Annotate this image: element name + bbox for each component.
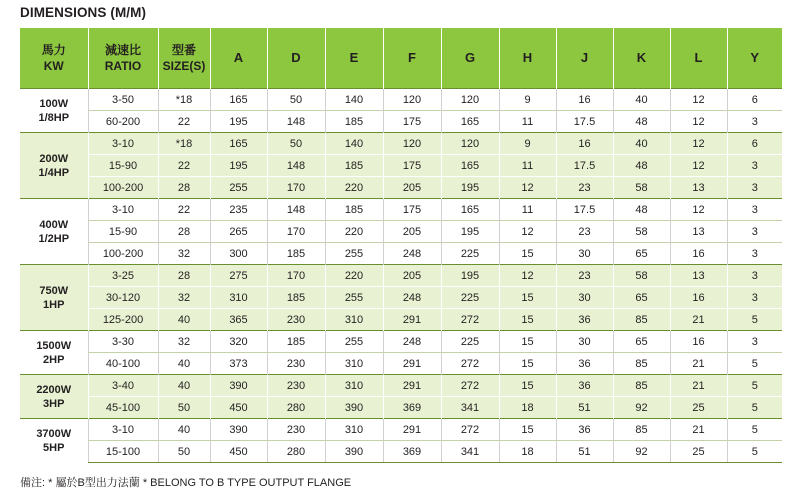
table-cell: 23 bbox=[556, 177, 613, 199]
power-group bbox=[20, 331, 782, 375]
power-cell bbox=[20, 331, 88, 375]
table-cell: 36 bbox=[556, 375, 613, 397]
table-cell: 320 bbox=[210, 331, 267, 353]
table-cell: 291 bbox=[383, 419, 441, 441]
table-cell: 120 bbox=[441, 89, 499, 111]
table-cell: 6 bbox=[727, 133, 782, 155]
table-cell: 100-200 bbox=[88, 243, 158, 265]
table-cell: 310 bbox=[325, 419, 383, 441]
table-cell: 148 bbox=[267, 155, 325, 177]
table-cell: 230 bbox=[267, 353, 325, 375]
table-cell: 291 bbox=[383, 353, 441, 375]
table-cell: 13 bbox=[670, 265, 727, 287]
table-cell: 195 bbox=[441, 221, 499, 243]
table-cell: 3-25 bbox=[88, 265, 158, 287]
table-cell: 390 bbox=[325, 397, 383, 419]
table-cell: 30 bbox=[556, 243, 613, 265]
table-cell: 185 bbox=[267, 331, 325, 353]
table-cell: 3 bbox=[727, 265, 782, 287]
table-cell: 373 bbox=[210, 353, 267, 375]
header-ratio-zh: 減速比 bbox=[104, 43, 141, 57]
header-j: J bbox=[556, 28, 613, 89]
table-cell: 185 bbox=[267, 287, 325, 309]
table-cell: 50 bbox=[158, 441, 210, 463]
table-cell: 25 bbox=[670, 441, 727, 463]
table-cell: 58 bbox=[613, 265, 670, 287]
table-cell: 5 bbox=[727, 441, 782, 463]
table-cell: 12 bbox=[499, 221, 556, 243]
table-cell: 28 bbox=[158, 265, 210, 287]
table-cell: 22 bbox=[158, 111, 210, 133]
table-cell: 272 bbox=[441, 353, 499, 375]
power-cell bbox=[20, 375, 88, 419]
table-row bbox=[20, 199, 782, 221]
table-cell: 165 bbox=[441, 155, 499, 177]
table-cell: 310 bbox=[325, 353, 383, 375]
table-cell: 9 bbox=[499, 133, 556, 155]
power-hp: 3HP bbox=[43, 397, 65, 410]
table-cell: 11 bbox=[499, 199, 556, 221]
table-cell: 120 bbox=[383, 89, 441, 111]
table-cell: 50 bbox=[158, 397, 210, 419]
table-cell: 5 bbox=[727, 375, 782, 397]
header-power-en: KW bbox=[43, 59, 64, 73]
table-cell: 5 bbox=[727, 419, 782, 441]
table-cell: 40-100 bbox=[88, 353, 158, 375]
header-d: D bbox=[267, 28, 325, 89]
table-cell: 195 bbox=[441, 177, 499, 199]
table-cell: 265 bbox=[210, 221, 267, 243]
table-cell: 300 bbox=[210, 243, 267, 265]
power-watt: 750W bbox=[39, 284, 69, 297]
table-cell: 15 bbox=[499, 331, 556, 353]
table-cell: 255 bbox=[325, 243, 383, 265]
table-cell: 140 bbox=[325, 133, 383, 155]
power-group bbox=[20, 133, 782, 199]
table-cell: 22 bbox=[158, 199, 210, 221]
table-cell: 23 bbox=[556, 265, 613, 287]
table-cell: 65 bbox=[613, 287, 670, 309]
power-cell bbox=[20, 89, 88, 133]
table-cell: 85 bbox=[613, 375, 670, 397]
table-cell: 58 bbox=[613, 221, 670, 243]
table-row bbox=[20, 397, 782, 419]
table-cell: 30 bbox=[556, 287, 613, 309]
table-cell: 341 bbox=[441, 441, 499, 463]
power-group bbox=[20, 199, 782, 265]
table-cell: 165 bbox=[210, 89, 267, 111]
table-cell: 17.5 bbox=[556, 155, 613, 177]
table-cell: 248 bbox=[383, 243, 441, 265]
table-cell: 12 bbox=[670, 133, 727, 155]
table-cell: 16 bbox=[556, 89, 613, 111]
table-cell: 15-90 bbox=[88, 155, 158, 177]
table-cell: 40 bbox=[613, 89, 670, 111]
table-cell: 255 bbox=[325, 331, 383, 353]
table-cell: 15 bbox=[499, 353, 556, 375]
power-watt: 100W bbox=[39, 97, 69, 110]
table-cell: 170 bbox=[267, 265, 325, 287]
table-cell: 22 bbox=[158, 155, 210, 177]
header-ratio bbox=[88, 28, 158, 89]
table-cell: 291 bbox=[383, 375, 441, 397]
header-power-zh: 馬力 bbox=[41, 43, 66, 57]
table-cell: 310 bbox=[210, 287, 267, 309]
table-cell: 32 bbox=[158, 331, 210, 353]
table-cell: 3-10 bbox=[88, 419, 158, 441]
table-cell: 205 bbox=[383, 221, 441, 243]
power-hp: 2HP bbox=[43, 353, 65, 366]
table-cell: 365 bbox=[210, 309, 267, 331]
table-cell: 11 bbox=[499, 155, 556, 177]
table-cell: 21 bbox=[670, 353, 727, 375]
power-watt: 3700W bbox=[36, 427, 72, 440]
table-cell: 291 bbox=[383, 309, 441, 331]
table-cell: 36 bbox=[556, 309, 613, 331]
table-cell: 13 bbox=[670, 221, 727, 243]
table-cell: *18 bbox=[158, 89, 210, 111]
table-cell: 48 bbox=[613, 199, 670, 221]
table-cell: 390 bbox=[210, 375, 267, 397]
table-cell: 9 bbox=[499, 89, 556, 111]
table-cell: 60-200 bbox=[88, 111, 158, 133]
power-watt: 400W bbox=[39, 218, 69, 231]
table-cell: 185 bbox=[325, 199, 383, 221]
header-row bbox=[20, 28, 782, 89]
table-cell: 3-10 bbox=[88, 199, 158, 221]
table-cell: 185 bbox=[267, 243, 325, 265]
table-cell: 36 bbox=[556, 353, 613, 375]
table-row bbox=[20, 419, 782, 441]
table-cell: 32 bbox=[158, 287, 210, 309]
table-cell: 272 bbox=[441, 375, 499, 397]
table-cell: 12 bbox=[670, 155, 727, 177]
table-cell: 16 bbox=[670, 331, 727, 353]
table-cell: 36 bbox=[556, 419, 613, 441]
table-cell: 100-200 bbox=[88, 177, 158, 199]
table-cell: 175 bbox=[383, 199, 441, 221]
table-cell: 85 bbox=[613, 309, 670, 331]
table-cell: 120 bbox=[441, 133, 499, 155]
header-e: E bbox=[325, 28, 383, 89]
table-cell: 65 bbox=[613, 243, 670, 265]
table-cell: 3-30 bbox=[88, 331, 158, 353]
table-cell: 272 bbox=[441, 419, 499, 441]
table-cell: 50 bbox=[267, 89, 325, 111]
table-cell: 165 bbox=[210, 133, 267, 155]
table-cell: 255 bbox=[325, 287, 383, 309]
table-cell: 15 bbox=[499, 309, 556, 331]
table-row bbox=[20, 111, 782, 133]
table-row bbox=[20, 243, 782, 265]
header-l: L bbox=[670, 28, 727, 89]
table-cell: 15-90 bbox=[88, 221, 158, 243]
table-cell: 225 bbox=[441, 287, 499, 309]
table-cell: 220 bbox=[325, 265, 383, 287]
table-row bbox=[20, 265, 782, 287]
table-cell: 3 bbox=[727, 177, 782, 199]
table-cell: 12 bbox=[670, 111, 727, 133]
table-cell: 18 bbox=[499, 397, 556, 419]
table-row bbox=[20, 287, 782, 309]
table-row bbox=[20, 309, 782, 331]
table-row bbox=[20, 441, 782, 463]
table-cell: *18 bbox=[158, 133, 210, 155]
table-row bbox=[20, 155, 782, 177]
table-cell: 21 bbox=[670, 309, 727, 331]
header-ratio-en: RATIO bbox=[104, 59, 142, 73]
table-cell: 235 bbox=[210, 199, 267, 221]
table-cell: 40 bbox=[158, 309, 210, 331]
table-cell: 450 bbox=[210, 397, 267, 419]
table-cell: 6 bbox=[727, 89, 782, 111]
table-cell: 369 bbox=[383, 441, 441, 463]
power-hp: 5HP bbox=[43, 441, 65, 454]
power-hp: 1/4HP bbox=[38, 166, 70, 179]
table-cell: 15 bbox=[499, 287, 556, 309]
table-cell: 220 bbox=[325, 221, 383, 243]
table-cell: 40 bbox=[158, 353, 210, 375]
power-hp: 1/2HP bbox=[38, 232, 70, 245]
table-cell: 11 bbox=[499, 111, 556, 133]
table-cell: 280 bbox=[267, 441, 325, 463]
table-cell: 40 bbox=[158, 419, 210, 441]
power-cell bbox=[20, 199, 88, 265]
table-cell: 185 bbox=[325, 155, 383, 177]
table-cell: 148 bbox=[267, 111, 325, 133]
table-cell: 205 bbox=[383, 265, 441, 287]
table-cell: 85 bbox=[613, 353, 670, 375]
table-row bbox=[20, 89, 782, 111]
table-cell: 170 bbox=[267, 221, 325, 243]
table-cell: 18 bbox=[499, 441, 556, 463]
table-cell: 185 bbox=[325, 111, 383, 133]
header-power bbox=[20, 28, 88, 89]
table-cell: 390 bbox=[325, 441, 383, 463]
table-cell: 3 bbox=[727, 331, 782, 353]
power-cell bbox=[20, 265, 88, 331]
table-cell: 40 bbox=[158, 375, 210, 397]
table-cell: 17.5 bbox=[556, 199, 613, 221]
table-cell: 205 bbox=[383, 177, 441, 199]
table-cell: 225 bbox=[441, 243, 499, 265]
table-cell: 65 bbox=[613, 331, 670, 353]
table-cell: 3 bbox=[727, 199, 782, 221]
table-cell: 28 bbox=[158, 177, 210, 199]
footnote: 備注: * 屬於B型出力法蘭 * BELONG TO B TYPE OUTPUT FLANGE bbox=[20, 477, 352, 489]
table-row bbox=[20, 353, 782, 375]
table-cell: 255 bbox=[210, 177, 267, 199]
table-cell: 310 bbox=[325, 375, 383, 397]
table-row bbox=[20, 221, 782, 243]
table-cell: 175 bbox=[383, 155, 441, 177]
table-cell: 12 bbox=[670, 89, 727, 111]
table-cell: 51 bbox=[556, 397, 613, 419]
power-group bbox=[20, 265, 782, 331]
table-cell: 170 bbox=[267, 177, 325, 199]
table-cell: 140 bbox=[325, 89, 383, 111]
power-group bbox=[20, 89, 782, 133]
table-cell: 195 bbox=[210, 111, 267, 133]
table-cell: 21 bbox=[670, 419, 727, 441]
header-a: A bbox=[210, 28, 267, 89]
table-cell: 12 bbox=[499, 177, 556, 199]
table-cell: 3 bbox=[727, 155, 782, 177]
table-cell: 165 bbox=[441, 111, 499, 133]
table-cell: 23 bbox=[556, 221, 613, 243]
table-cell: 220 bbox=[325, 177, 383, 199]
table-cell: 230 bbox=[267, 375, 325, 397]
table-cell: 12 bbox=[670, 199, 727, 221]
table-cell: 120 bbox=[383, 133, 441, 155]
header-k: K bbox=[613, 28, 670, 89]
header-h: H bbox=[499, 28, 556, 89]
table-cell: 16 bbox=[670, 243, 727, 265]
table-cell: 272 bbox=[441, 309, 499, 331]
table-cell: 3-40 bbox=[88, 375, 158, 397]
power-watt: 200W bbox=[39, 152, 69, 165]
table-cell: 3 bbox=[727, 221, 782, 243]
header-g: G bbox=[441, 28, 499, 89]
table-cell: 5 bbox=[727, 397, 782, 419]
table-cell: 30 bbox=[556, 331, 613, 353]
table-cell: 3 bbox=[727, 111, 782, 133]
power-hp: 1/8HP bbox=[38, 111, 70, 124]
table-cell: 5 bbox=[727, 309, 782, 331]
table-cell: 12 bbox=[499, 265, 556, 287]
table-cell: 310 bbox=[325, 309, 383, 331]
power-hp: 1HP bbox=[43, 298, 65, 311]
table-cell: 148 bbox=[267, 199, 325, 221]
table-cell: 17.5 bbox=[556, 111, 613, 133]
table-row bbox=[20, 375, 782, 397]
table-cell: 48 bbox=[613, 155, 670, 177]
table-row bbox=[20, 133, 782, 155]
power-group bbox=[20, 375, 782, 419]
table-cell: 248 bbox=[383, 331, 441, 353]
table-cell: 369 bbox=[383, 397, 441, 419]
table-cell: 175 bbox=[383, 111, 441, 133]
table-cell: 92 bbox=[613, 441, 670, 463]
table-cell: 3-50 bbox=[88, 89, 158, 111]
dimensions-table bbox=[20, 28, 782, 463]
table-cell: 230 bbox=[267, 419, 325, 441]
table-cell: 40 bbox=[613, 133, 670, 155]
table-cell: 450 bbox=[210, 441, 267, 463]
table-cell: 25 bbox=[670, 397, 727, 419]
power-watt: 1500W bbox=[36, 339, 72, 352]
table-cell: 15 bbox=[499, 419, 556, 441]
table-cell: 15 bbox=[499, 375, 556, 397]
table-cell: 195 bbox=[210, 155, 267, 177]
table-cell: 30-120 bbox=[88, 287, 158, 309]
table-cell: 3 bbox=[727, 243, 782, 265]
header-size-en: SIZE(S) bbox=[162, 59, 206, 73]
header-size bbox=[158, 28, 210, 89]
table-cell: 230 bbox=[267, 309, 325, 331]
table-cell: 28 bbox=[158, 221, 210, 243]
header-y: Y bbox=[727, 28, 782, 89]
power-cell bbox=[20, 419, 88, 463]
page-title: DIMENSIONS (M/M) bbox=[20, 5, 147, 20]
table-cell: 51 bbox=[556, 441, 613, 463]
power-cell bbox=[20, 133, 88, 199]
table-cell: 275 bbox=[210, 265, 267, 287]
header-f: F bbox=[383, 28, 441, 89]
table-cell: 3-10 bbox=[88, 133, 158, 155]
table-cell: 280 bbox=[267, 397, 325, 419]
table-cell: 165 bbox=[441, 199, 499, 221]
table-cell: 50 bbox=[267, 133, 325, 155]
table-cell: 15-100 bbox=[88, 441, 158, 463]
power-watt: 2200W bbox=[36, 383, 72, 396]
table-cell: 5 bbox=[727, 353, 782, 375]
table-cell: 3 bbox=[727, 287, 782, 309]
table-cell: 248 bbox=[383, 287, 441, 309]
table-cell: 16 bbox=[556, 133, 613, 155]
table-cell: 58 bbox=[613, 177, 670, 199]
table-cell: 32 bbox=[158, 243, 210, 265]
table-cell: 225 bbox=[441, 331, 499, 353]
table-cell: 45-100 bbox=[88, 397, 158, 419]
table-row bbox=[20, 331, 782, 353]
table-cell: 92 bbox=[613, 397, 670, 419]
table-cell: 21 bbox=[670, 375, 727, 397]
table-cell: 85 bbox=[613, 419, 670, 441]
table-cell: 16 bbox=[670, 287, 727, 309]
power-group bbox=[20, 419, 782, 463]
table-cell: 48 bbox=[613, 111, 670, 133]
header-size-zh: 型番 bbox=[171, 43, 196, 57]
table-cell: 390 bbox=[210, 419, 267, 441]
table-cell: 15 bbox=[499, 243, 556, 265]
table-cell: 341 bbox=[441, 397, 499, 419]
table-cell: 195 bbox=[441, 265, 499, 287]
table-cell: 13 bbox=[670, 177, 727, 199]
table-cell: 125-200 bbox=[88, 309, 158, 331]
table-row bbox=[20, 177, 782, 199]
